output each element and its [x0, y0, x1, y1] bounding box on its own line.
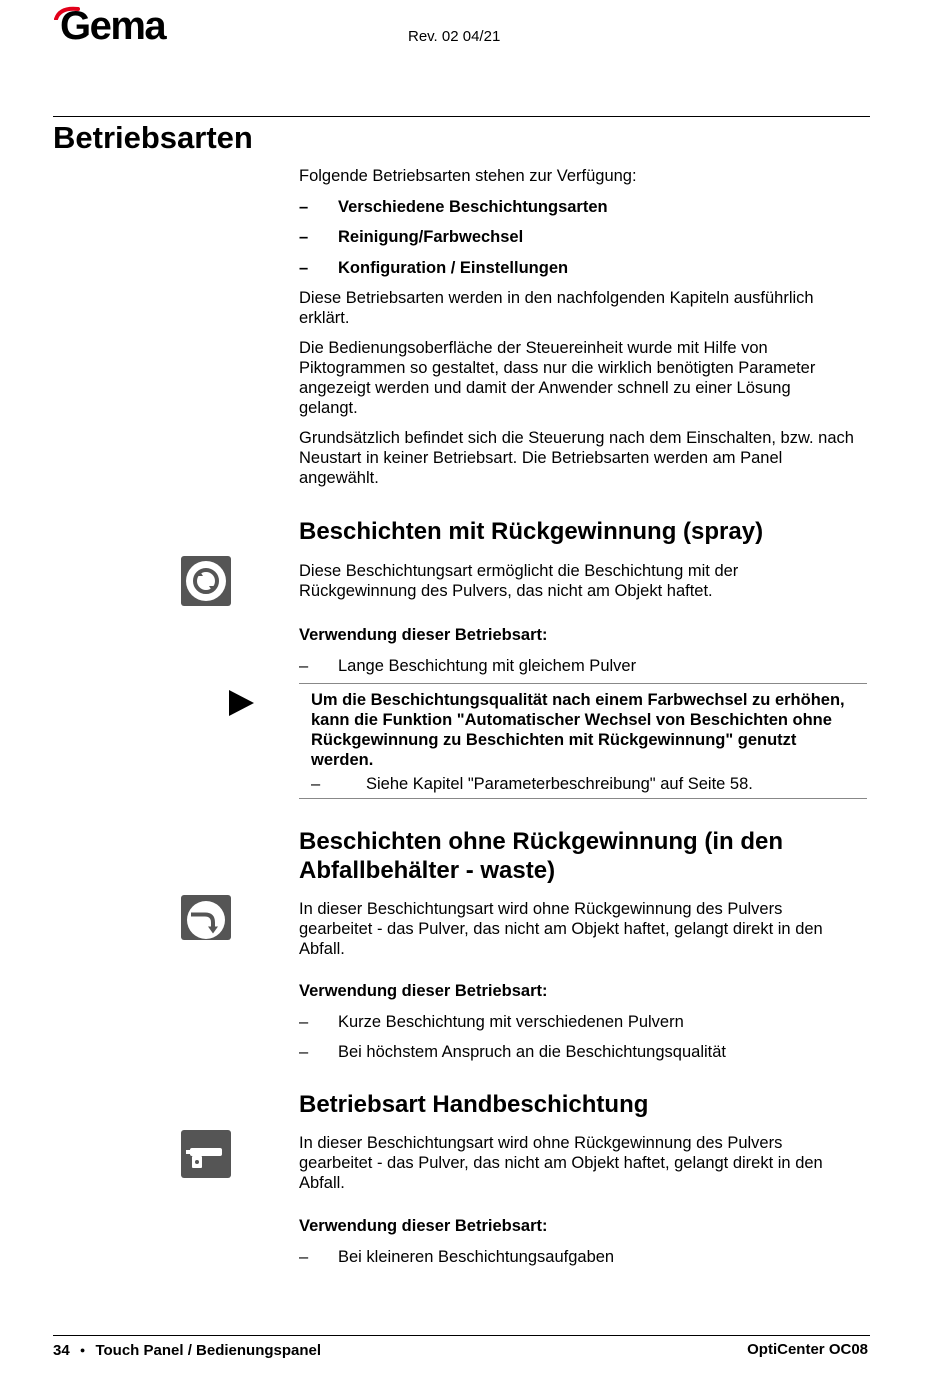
section-body: In dieser Beschichtungsart wird ohne Rückgewinnung des Pulvers gearbeitet - das Pulver, das nicht am Objekt haftet, gelangt direkt in den Abfall. [299, 900, 823, 958]
usage-label: Verwendung dieser Betriebsart: [299, 1217, 548, 1235]
list-dash: – [299, 1248, 309, 1266]
list-dash: – [299, 228, 309, 246]
revision-label: Rev. 02 04/21 [408, 28, 501, 45]
manual-gun-icon [181, 1130, 231, 1178]
section-body: In dieser Beschichtungsart wird ohne Rückgewinnung des Pulvers gearbeitet - das Pulver, das nicht am Objekt haftet, gelangt direkt in den Abfall. [299, 1134, 823, 1192]
gema-logo [54, 4, 174, 48]
footer-right-title: OptiCenter OC08 [747, 1341, 868, 1358]
footer-bullet: ● [79, 1345, 86, 1355]
footer-left-title: Touch Panel / Bedienungspanel [95, 1342, 322, 1359]
recirculation-icon [181, 556, 231, 606]
list-dash: – [311, 775, 321, 793]
intro-paragraph: Diese Betriebsarten werden in den nachfolgenden Kapiteln ausführlich erklärt. [299, 289, 814, 327]
list-dash: – [299, 657, 309, 675]
page-title: Betriebsarten [53, 120, 253, 155]
page-number: 34 [53, 1342, 70, 1359]
note-text: Um die Beschichtungsqualität nach einem Farbwechsel zu erhöhen, kann die Funktion "Automatischer Wechsel von Beschichten ohne Rückgewinnung zu Beschichten mit Rückgewinnung" genutzt werden. [311, 691, 845, 769]
footer-rule [53, 1335, 870, 1336]
usage-label: Verwendung dieser Betriebsart: [299, 626, 548, 644]
list-item-text: Verschiedene Beschichtungsarten [338, 198, 608, 216]
list-item-text: Lange Beschichtung mit gleichem Pulver [338, 657, 637, 675]
intro-paragraph: Grundsätzlich befindet sich die Steuerung nach dem Einschalten, bzw. nach Neustart in keiner Betriebsart. Die Betriebsarten werden am Panel angewählt. [299, 429, 854, 487]
footer-left [53, 1341, 321, 1360]
list-item-text: Bei kleineren Beschichtungsaufgaben [338, 1248, 615, 1266]
intro-lead: Folgende Betriebsarten stehen zur Verfügung: [299, 167, 637, 185]
list-item-text: Kurze Beschichtung mit verschiedenen Pulvern [338, 1013, 684, 1031]
section-heading-waste: Beschichten ohne Rückgewinnung (in den Abfallbehälter - waste) [299, 828, 784, 884]
list-dash: – [299, 198, 309, 216]
arrow-right-icon [229, 690, 254, 716]
logo-text: Gema [60, 4, 166, 48]
list-item-text: Konfiguration / Einstellungen [338, 259, 569, 277]
section-body: Diese Beschichtungsart ermöglicht die Beschichtung mit der Rückgewinnung des Pulvers, das nicht am Objekt haftet. [299, 562, 739, 600]
list-item-text: Bei höchstem Anspruch an die Beschichtungsqualität [338, 1043, 726, 1061]
header-rule [53, 116, 870, 117]
waste-icon [181, 895, 231, 940]
list-dash: – [299, 259, 309, 277]
section-heading-spray: Beschichten mit Rückgewinnung (spray) [299, 518, 764, 545]
note-reference-text: Siehe Kapitel "Parameterbeschreibung" auf Seite 58. [366, 775, 753, 793]
list-dash: – [299, 1043, 309, 1061]
intro-paragraph: Die Bedienungsoberfläche der Steuereinheit wurde mit Hilfe von Piktogrammen so gestaltet, dass nur die wirklich benötigten Parameter angezeigt werden und damit der Anwender schnell zu einer Lösung gelangt. [299, 339, 816, 417]
note-box [299, 683, 867, 799]
section-heading-manual: Betriebsart Handbeschichtung [299, 1091, 649, 1118]
list-dash: – [299, 1013, 309, 1031]
list-item-text: Reinigung/Farbwechsel [338, 228, 524, 246]
usage-label: Verwendung dieser Betriebsart: [299, 982, 548, 1000]
note-reference [311, 774, 753, 794]
